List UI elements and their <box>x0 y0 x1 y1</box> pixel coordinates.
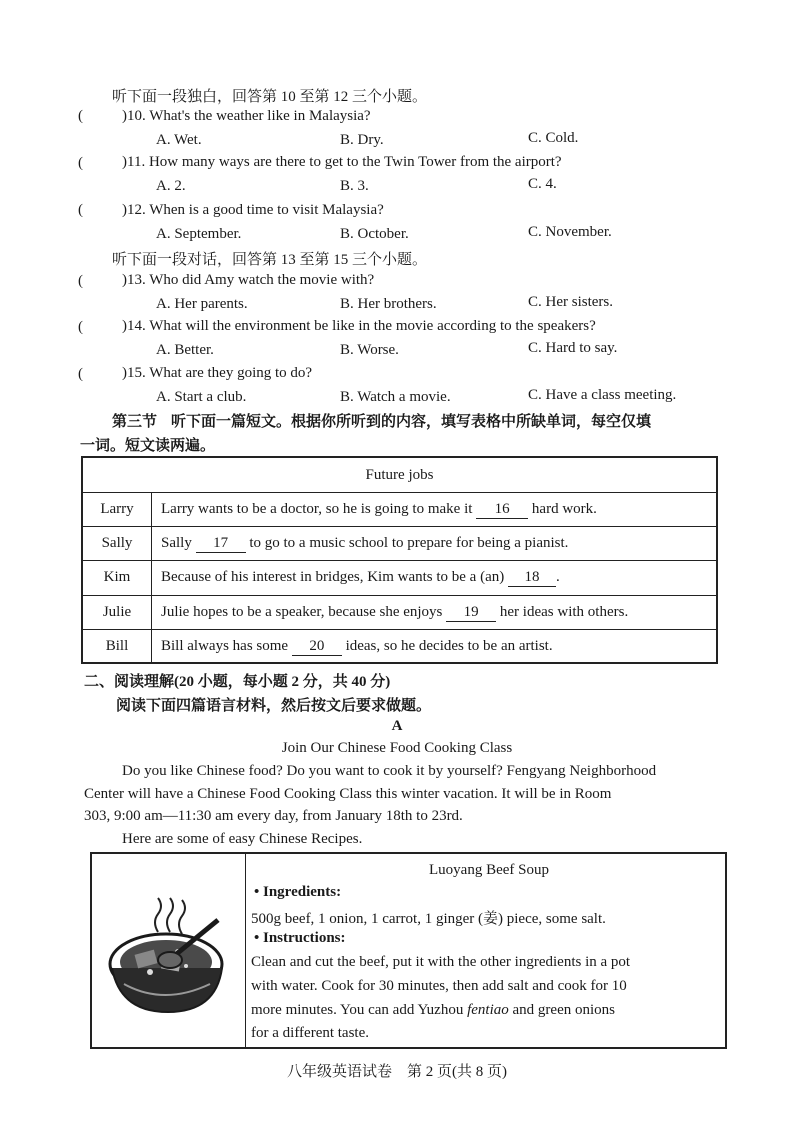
blank-16[interactable]: 16 <box>476 501 528 519</box>
q14-option-c: C. Hard to say. <box>528 340 618 356</box>
question-10: )10. What's the weather like in Malaysia? <box>122 108 371 124</box>
table-row <box>83 595 716 630</box>
page-footer: 八年级英语试卷 第 2 页(共 8 页) <box>287 1064 507 1080</box>
q14-option-b: B. Worse. <box>340 342 399 358</box>
ingredients-label: • Ingredients: <box>254 884 342 900</box>
recipe-box <box>90 852 727 1049</box>
q13-option-a: A. Her parents. <box>156 296 248 312</box>
row-name: Kim <box>103 569 131 585</box>
row-text: Bill always has some 20 ideas, so he decides to be an artist. <box>161 638 553 654</box>
q11-option-a: A. 2. <box>156 178 186 194</box>
row-name: Sally <box>101 535 133 551</box>
section3-heading: 第三节 <box>112 414 158 430</box>
instructions-label: • Instructions: <box>254 930 346 946</box>
passage-title: Join Our Chinese Food Cooking Class <box>281 740 513 756</box>
answer-paren: ( <box>78 273 83 289</box>
row-text: Sally 17 to go to a music school to prepare for being a pianist. <box>161 535 569 551</box>
row-text: Larry wants to be a doctor, so he is going to make it 16 hard work. <box>161 501 597 517</box>
row-text: Because of his interest in bridges, Kim wants to be a (an) 18 . <box>161 569 560 585</box>
blank-20[interactable]: 20 <box>292 638 342 656</box>
table-row <box>83 526 716 561</box>
instructions-line2: with water. Cook for 30 minutes, then add salt and cook for 10 <box>251 978 627 994</box>
section3-instructions-line2: 一词。短文读两遍。 <box>80 438 216 454</box>
question-15: )15. What are they going to do? <box>122 365 313 381</box>
passage-para2: Here are some of easy Chinese Recipes. <box>122 831 363 847</box>
blank-17[interactable]: 17 <box>196 535 246 553</box>
question-11: )11. How many ways are there to get to the Twin Tower from the airport? <box>122 154 562 170</box>
ingredients-text: 500g beef, 1 onion, 1 carrot, 1 ginger (姜) piece, some salt. <box>251 911 606 927</box>
soup-bowl-illustration <box>106 892 232 1022</box>
q13-option-c: C. Her sisters. <box>528 294 613 310</box>
question-14: )14. What will the environment be like in the movie according to the speakers? <box>122 318 596 334</box>
q14-option-a: A. Better. <box>156 342 214 358</box>
row-name: Bill <box>105 638 129 654</box>
passage-letter: A <box>391 718 403 734</box>
future-jobs-table <box>81 456 718 664</box>
q12-option-c: C. November. <box>528 224 612 240</box>
q12-option-b: B. October. <box>340 226 409 242</box>
q13-option-b: B. Her brothers. <box>340 296 437 312</box>
answer-paren: ( <box>78 108 83 124</box>
answer-paren: ( <box>78 319 83 335</box>
part2-intro: 听下面一段独白，回答第 10 至第 12 三个小题。 <box>112 89 428 105</box>
table-row <box>83 629 716 663</box>
part3-intro: 听下面一段对话，回答第 13 至第 15 三个小题。 <box>112 252 428 268</box>
reading-instructions: 阅读下面四篇语言材料，然后按文后要求做题。 <box>116 698 432 714</box>
q10-option-a: A. Wet. <box>156 132 202 148</box>
row-name: Julie <box>102 604 132 620</box>
answer-paren: ( <box>78 202 83 218</box>
passage-para1-line1: Do you like Chinese food? Do you want to cook it by yourself? Fengyang Neighborhood <box>122 763 657 779</box>
answer-paren: ( <box>78 366 83 382</box>
recipe-divider <box>245 854 246 1047</box>
passage-para1-line3: 303, 9:00 am—11:30 am every day, from January 18th to 23rd. <box>84 808 463 824</box>
q12-option-a: A. September. <box>156 226 242 242</box>
section3-instructions-line1: 第三节 听下面一篇短文。根据你所听到的内容，填写表格中所缺单词，每空仅填 <box>112 414 652 430</box>
q15-option-c: C. Have a class meeting. <box>528 387 677 403</box>
question-12: )12. When is a good time to visit Malaysia? <box>122 202 384 218</box>
table-row <box>83 560 716 596</box>
recipe-title: Luoyang Beef Soup <box>429 862 549 878</box>
q15-option-b: B. Watch a movie. <box>340 389 451 405</box>
table-row <box>83 492 716 527</box>
question-13: )13. Who did Amy watch the movie with? <box>122 272 375 288</box>
q10-option-b: B. Dry. <box>340 132 384 148</box>
table-title: Future jobs <box>365 467 434 483</box>
blank-18[interactable]: 18 <box>508 569 556 587</box>
answer-paren: ( <box>78 155 83 171</box>
passage-para1-line2: Center will have a Chinese Food Cooking Class this winter vacation. It will be in Room <box>84 786 612 802</box>
instructions-line4: for a different taste. <box>251 1025 370 1041</box>
instructions-line1: Clean and cut the beef, put it with the other ingredients in a pot <box>251 954 631 970</box>
blank-19[interactable]: 19 <box>446 604 496 622</box>
row-text: Julie hopes to be a speaker, because she enjoys 19 her ideas with others. <box>161 604 629 620</box>
q11-option-c: C. 4. <box>528 176 557 192</box>
q11-option-b: B. 3. <box>340 178 369 194</box>
reading-heading: 二、阅读理解(20 小题，每小题 2 分，共 40 分) <box>84 674 391 690</box>
q10-option-c: C. Cold. <box>528 130 579 146</box>
row-name: Larry <box>100 501 134 517</box>
instructions-line3: more minutes. You can add Yuzhou fentiao and green onions <box>251 1002 615 1018</box>
q15-option-a: A. Start a club. <box>156 389 247 405</box>
